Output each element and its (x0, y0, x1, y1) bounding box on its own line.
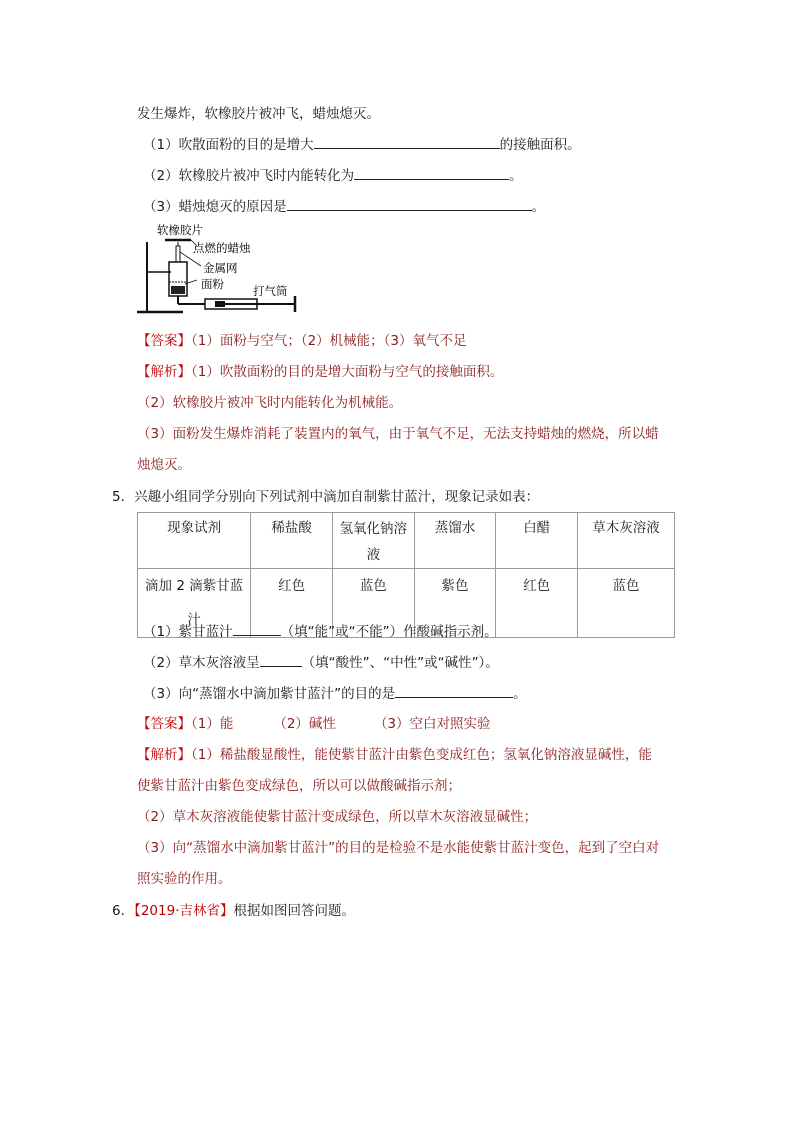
table-cell: 红色 (496, 569, 578, 638)
answer-blank (354, 165, 509, 180)
q4-analysis-3a: （3）面粉发生爆炸消耗了装置内的氧气，由于氧气不足，无法支持蜡烛的燃烧，所以蜡 (137, 426, 659, 442)
table-cell: 蓝色 (578, 569, 675, 638)
label-mesh: 金属网 (203, 261, 238, 275)
answer-blank (287, 196, 532, 211)
q4-sub2: （2）软橡胶片被冲飞时内能转化为 。 (143, 165, 523, 186)
q5-analysis-1a: 【解析】（1）稀盐酸显酸性，能使紫甘蓝汁由紫色变成红色；氢氧化钠溶液显碱性，能 (137, 747, 652, 763)
q4-sub1: （1）吹散面粉的目的是增大 的接触面积。 (143, 134, 581, 155)
q4-sub3: （3）蜡烛熄灭的原因是 。 (143, 196, 545, 217)
q4-analysis-1: 【解析】（1）吹散面粉的目的是增大面粉与空气的接触面积。 (137, 364, 504, 380)
table-header-cell: 稀盐酸 (251, 513, 333, 569)
q6-stem: 6．【2019·吉林省】根据如图回答问题。 (112, 903, 355, 919)
label-flour: 面粉 (201, 277, 224, 291)
q4-intro-tail: 发生爆炸，软橡胶片被冲飞，蜡烛熄灭。 (137, 106, 380, 122)
table-header-cell: 现象试剂 (138, 513, 251, 569)
q5-sub1: （1）紫甘蓝汁 （填“能”或“不能”）作酸碱指示剂。 (143, 621, 498, 642)
table-cell: 红色 (251, 569, 333, 638)
q5-sub3: （3）向“蒸馏水中滴加紫甘蓝汁”的目的是 。 (143, 683, 527, 704)
answer-blank (395, 683, 513, 698)
q5-analysis-3a: （3）向“蒸馏水中滴加紫甘蓝汁”的目的是检验不是水能使紫甘蓝汁变色，起到了空白对 (137, 840, 660, 856)
table-header-row (138, 513, 675, 569)
answer-blank (233, 621, 281, 636)
answer-blank (260, 652, 302, 667)
q5-analysis-1b: 使紫甘蓝汁由紫色变成绿色，所以可以做酸碱指示剂； (137, 778, 461, 794)
q5-sub2: （2）草木灰溶液呈 （填“酸性”、“中性”或“碱性”）。 (143, 652, 499, 673)
q5-analysis-3b: 照实验的作用。 (137, 871, 232, 887)
q5-analysis-2: （2）草木灰溶液能使紫甘蓝汁变成绿色，所以草木灰溶液显碱性； (137, 809, 538, 825)
label-candle: 点燃的蜡烛 (193, 241, 251, 255)
apparatus-figure (135, 222, 315, 322)
q4-answer: 【答案】（1）面粉与空气；（2）机械能；（3）氧气不足 (137, 333, 467, 349)
answer-blank (314, 134, 500, 149)
table-header-cell: 草木灰溶液 (578, 513, 675, 569)
table-header-cell: 蒸馏水 (414, 513, 496, 569)
q5-answer: 【答案】（1）能 （2）碱性 （3）空白对照实验 (137, 716, 491, 732)
table-header-cell: 氢氧化钠溶 液 (332, 513, 414, 569)
observation-table (137, 512, 675, 638)
label-rubber-sheet: 软橡胶片 (157, 223, 203, 237)
q4-analysis-3b: 烛熄灭。 (137, 457, 191, 473)
table-cell: 蓝色 (332, 569, 414, 638)
table-cell: 滴加 2 滴紫甘蓝汁 (138, 569, 251, 638)
table-cell: 紫色 (414, 569, 496, 638)
q5-stem: 5．兴趣小组同学分别向下列试剂中滴加自制紫甘蓝汁，现象记录如表： (112, 489, 540, 505)
q6-source: 【2019·吉林省】 (134, 903, 234, 919)
table-header-cell: 白醋 (496, 513, 578, 569)
label-pump: 打气筒 (253, 284, 288, 298)
q4-analysis-2: （2）软橡胶片被冲飞时内能转化为机械能。 (137, 395, 403, 411)
